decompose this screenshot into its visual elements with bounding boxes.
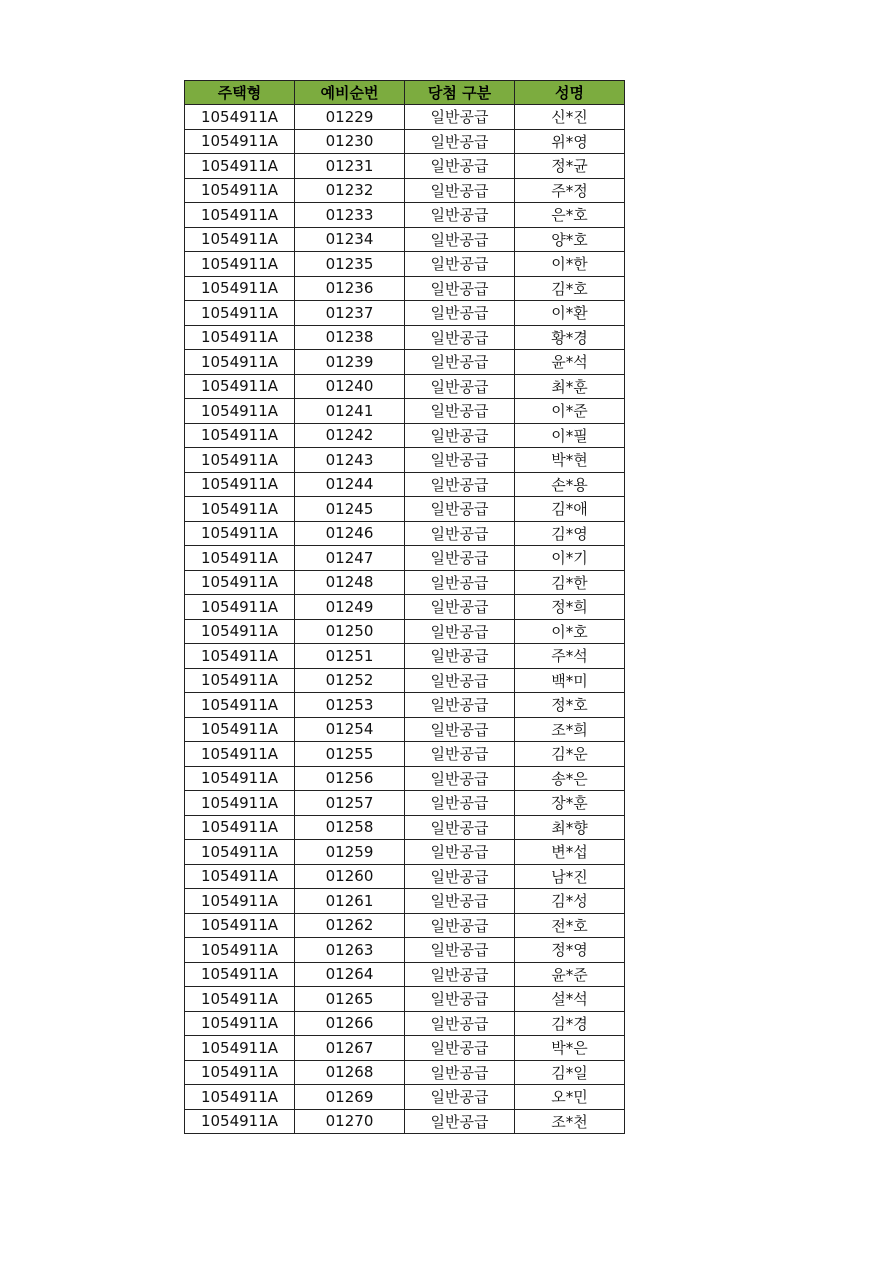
cell-reserve-number: 01256 bbox=[295, 766, 405, 791]
cell-housing-type: 1054911A bbox=[185, 1109, 295, 1134]
cell-reserve-number: 01266 bbox=[295, 1011, 405, 1036]
cell-winning-category: 일반공급 bbox=[405, 644, 515, 669]
cell-name: 오*민 bbox=[515, 1085, 625, 1110]
table-row bbox=[185, 546, 625, 571]
cell-winning-category: 일반공급 bbox=[405, 129, 515, 154]
cell-name: 주*석 bbox=[515, 644, 625, 669]
cell-reserve-number: 01243 bbox=[295, 448, 405, 473]
table-row bbox=[185, 938, 625, 963]
cell-winning-category: 일반공급 bbox=[405, 815, 515, 840]
cell-housing-type: 1054911A bbox=[185, 399, 295, 424]
table-row bbox=[185, 717, 625, 742]
cell-housing-type: 1054911A bbox=[185, 1011, 295, 1036]
table-row bbox=[185, 301, 625, 326]
cell-housing-type: 1054911A bbox=[185, 203, 295, 228]
cell-housing-type: 1054911A bbox=[185, 619, 295, 644]
cell-reserve-number: 01239 bbox=[295, 350, 405, 375]
table-row bbox=[185, 595, 625, 620]
cell-housing-type: 1054911A bbox=[185, 1060, 295, 1085]
cell-housing-type: 1054911A bbox=[185, 546, 295, 571]
cell-reserve-number: 01255 bbox=[295, 742, 405, 767]
cell-housing-type: 1054911A bbox=[185, 742, 295, 767]
cell-housing-type: 1054911A bbox=[185, 276, 295, 301]
cell-winning-category: 일반공급 bbox=[405, 987, 515, 1012]
table-body bbox=[185, 105, 625, 1134]
table-row bbox=[185, 448, 625, 473]
cell-name: 이*필 bbox=[515, 423, 625, 448]
table-row bbox=[185, 644, 625, 669]
cell-reserve-number: 01267 bbox=[295, 1036, 405, 1061]
cell-reserve-number: 01252 bbox=[295, 668, 405, 693]
cell-winning-category: 일반공급 bbox=[405, 105, 515, 130]
cell-housing-type: 1054911A bbox=[185, 644, 295, 669]
table-row bbox=[185, 693, 625, 718]
cell-winning-category: 일반공급 bbox=[405, 154, 515, 179]
cell-name: 조*희 bbox=[515, 717, 625, 742]
cell-reserve-number: 01237 bbox=[295, 301, 405, 326]
cell-winning-category: 일반공급 bbox=[405, 913, 515, 938]
cell-reserve-number: 01258 bbox=[295, 815, 405, 840]
table-row bbox=[185, 913, 625, 938]
cell-name: 장*훈 bbox=[515, 791, 625, 816]
cell-name: 박*현 bbox=[515, 448, 625, 473]
table-row bbox=[185, 154, 625, 179]
cell-name: 조*천 bbox=[515, 1109, 625, 1134]
cell-winning-category: 일반공급 bbox=[405, 570, 515, 595]
cell-winning-category: 일반공급 bbox=[405, 889, 515, 914]
cell-housing-type: 1054911A bbox=[185, 105, 295, 130]
reserve-winners-table bbox=[184, 80, 625, 1134]
table-row bbox=[185, 766, 625, 791]
table-row bbox=[185, 227, 625, 252]
cell-winning-category: 일반공급 bbox=[405, 350, 515, 375]
table-row bbox=[185, 987, 625, 1012]
cell-winning-category: 일반공급 bbox=[405, 423, 515, 448]
header-winning-category: 당첨 구분 bbox=[405, 81, 515, 105]
table-header-row bbox=[185, 81, 625, 105]
cell-reserve-number: 01236 bbox=[295, 276, 405, 301]
cell-winning-category: 일반공급 bbox=[405, 497, 515, 522]
cell-housing-type: 1054911A bbox=[185, 668, 295, 693]
cell-name: 김*성 bbox=[515, 889, 625, 914]
cell-name: 정*희 bbox=[515, 595, 625, 620]
cell-reserve-number: 01241 bbox=[295, 399, 405, 424]
cell-housing-type: 1054911A bbox=[185, 448, 295, 473]
cell-reserve-number: 01248 bbox=[295, 570, 405, 595]
cell-reserve-number: 01253 bbox=[295, 693, 405, 718]
table-row bbox=[185, 742, 625, 767]
table-row bbox=[185, 1109, 625, 1134]
cell-winning-category: 일반공급 bbox=[405, 1060, 515, 1085]
table-row bbox=[185, 252, 625, 277]
reserve-winners-sheet bbox=[184, 80, 625, 1134]
table-row bbox=[185, 570, 625, 595]
cell-reserve-number: 01264 bbox=[295, 962, 405, 987]
table-row bbox=[185, 350, 625, 375]
cell-winning-category: 일반공급 bbox=[405, 595, 515, 620]
cell-name: 위*영 bbox=[515, 129, 625, 154]
cell-housing-type: 1054911A bbox=[185, 962, 295, 987]
cell-name: 백*미 bbox=[515, 668, 625, 693]
cell-reserve-number: 01232 bbox=[295, 178, 405, 203]
cell-housing-type: 1054911A bbox=[185, 693, 295, 718]
cell-winning-category: 일반공급 bbox=[405, 252, 515, 277]
cell-housing-type: 1054911A bbox=[185, 815, 295, 840]
cell-name: 이*한 bbox=[515, 252, 625, 277]
cell-reserve-number: 01263 bbox=[295, 938, 405, 963]
cell-name: 김*경 bbox=[515, 1011, 625, 1036]
table-row bbox=[185, 472, 625, 497]
cell-name: 신*진 bbox=[515, 105, 625, 130]
cell-housing-type: 1054911A bbox=[185, 252, 295, 277]
cell-winning-category: 일반공급 bbox=[405, 301, 515, 326]
cell-winning-category: 일반공급 bbox=[405, 717, 515, 742]
cell-reserve-number: 01257 bbox=[295, 791, 405, 816]
cell-housing-type: 1054911A bbox=[185, 570, 295, 595]
cell-housing-type: 1054911A bbox=[185, 374, 295, 399]
cell-reserve-number: 01262 bbox=[295, 913, 405, 938]
header-reserve-number: 예비순번 bbox=[295, 81, 405, 105]
table-row bbox=[185, 815, 625, 840]
cell-name: 이*환 bbox=[515, 301, 625, 326]
cell-name: 윤*석 bbox=[515, 350, 625, 375]
cell-housing-type: 1054911A bbox=[185, 350, 295, 375]
cell-reserve-number: 01244 bbox=[295, 472, 405, 497]
cell-housing-type: 1054911A bbox=[185, 1036, 295, 1061]
table-row bbox=[185, 203, 625, 228]
table-row bbox=[185, 1060, 625, 1085]
cell-winning-category: 일반공급 bbox=[405, 1036, 515, 1061]
cell-reserve-number: 01259 bbox=[295, 840, 405, 865]
cell-winning-category: 일반공급 bbox=[405, 1011, 515, 1036]
header-housing-type: 주택형 bbox=[185, 81, 295, 105]
cell-name: 최*향 bbox=[515, 815, 625, 840]
cell-reserve-number: 01265 bbox=[295, 987, 405, 1012]
table-row bbox=[185, 791, 625, 816]
cell-name: 정*균 bbox=[515, 154, 625, 179]
cell-name: 박*은 bbox=[515, 1036, 625, 1061]
cell-housing-type: 1054911A bbox=[185, 178, 295, 203]
cell-winning-category: 일반공급 bbox=[405, 619, 515, 644]
cell-winning-category: 일반공급 bbox=[405, 448, 515, 473]
cell-name: 김*일 bbox=[515, 1060, 625, 1085]
cell-reserve-number: 01231 bbox=[295, 154, 405, 179]
table-row bbox=[185, 276, 625, 301]
table-row bbox=[185, 1085, 625, 1110]
cell-winning-category: 일반공급 bbox=[405, 276, 515, 301]
cell-housing-type: 1054911A bbox=[185, 472, 295, 497]
cell-housing-type: 1054911A bbox=[185, 497, 295, 522]
cell-name: 송*은 bbox=[515, 766, 625, 791]
cell-name: 이*기 bbox=[515, 546, 625, 571]
cell-name: 주*정 bbox=[515, 178, 625, 203]
cell-winning-category: 일반공급 bbox=[405, 521, 515, 546]
cell-housing-type: 1054911A bbox=[185, 227, 295, 252]
cell-name: 김*운 bbox=[515, 742, 625, 767]
cell-reserve-number: 01249 bbox=[295, 595, 405, 620]
table-row bbox=[185, 374, 625, 399]
cell-housing-type: 1054911A bbox=[185, 791, 295, 816]
cell-reserve-number: 01247 bbox=[295, 546, 405, 571]
cell-name: 손*용 bbox=[515, 472, 625, 497]
cell-winning-category: 일반공급 bbox=[405, 864, 515, 889]
cell-winning-category: 일반공급 bbox=[405, 962, 515, 987]
cell-name: 이*호 bbox=[515, 619, 625, 644]
table-row bbox=[185, 619, 625, 644]
header-name: 성명 bbox=[515, 81, 625, 105]
table-row bbox=[185, 325, 625, 350]
cell-housing-type: 1054911A bbox=[185, 938, 295, 963]
cell-name: 정*호 bbox=[515, 693, 625, 718]
cell-winning-category: 일반공급 bbox=[405, 840, 515, 865]
cell-winning-category: 일반공급 bbox=[405, 766, 515, 791]
cell-reserve-number: 01235 bbox=[295, 252, 405, 277]
table-row bbox=[185, 399, 625, 424]
cell-name: 김*한 bbox=[515, 570, 625, 595]
cell-reserve-number: 01269 bbox=[295, 1085, 405, 1110]
cell-housing-type: 1054911A bbox=[185, 987, 295, 1012]
cell-name: 김*호 bbox=[515, 276, 625, 301]
cell-winning-category: 일반공급 bbox=[405, 693, 515, 718]
cell-reserve-number: 01250 bbox=[295, 619, 405, 644]
cell-winning-category: 일반공급 bbox=[405, 178, 515, 203]
table-row bbox=[185, 521, 625, 546]
cell-housing-type: 1054911A bbox=[185, 301, 295, 326]
table-row bbox=[185, 668, 625, 693]
cell-reserve-number: 01229 bbox=[295, 105, 405, 130]
cell-housing-type: 1054911A bbox=[185, 717, 295, 742]
cell-reserve-number: 01246 bbox=[295, 521, 405, 546]
cell-winning-category: 일반공급 bbox=[405, 472, 515, 497]
table-row bbox=[185, 129, 625, 154]
cell-name: 남*진 bbox=[515, 864, 625, 889]
cell-name: 김*영 bbox=[515, 521, 625, 546]
cell-name: 김*애 bbox=[515, 497, 625, 522]
cell-name: 황*경 bbox=[515, 325, 625, 350]
table-row bbox=[185, 840, 625, 865]
cell-winning-category: 일반공급 bbox=[405, 1085, 515, 1110]
cell-housing-type: 1054911A bbox=[185, 521, 295, 546]
cell-name: 양*호 bbox=[515, 227, 625, 252]
cell-housing-type: 1054911A bbox=[185, 325, 295, 350]
cell-reserve-number: 01260 bbox=[295, 864, 405, 889]
cell-name: 윤*준 bbox=[515, 962, 625, 987]
cell-winning-category: 일반공급 bbox=[405, 399, 515, 424]
table-row bbox=[185, 864, 625, 889]
cell-housing-type: 1054911A bbox=[185, 129, 295, 154]
table-row bbox=[185, 105, 625, 130]
table-row bbox=[185, 423, 625, 448]
cell-winning-category: 일반공급 bbox=[405, 742, 515, 767]
cell-reserve-number: 01270 bbox=[295, 1109, 405, 1134]
cell-name: 전*호 bbox=[515, 913, 625, 938]
cell-winning-category: 일반공급 bbox=[405, 791, 515, 816]
cell-winning-category: 일반공급 bbox=[405, 938, 515, 963]
cell-name: 설*석 bbox=[515, 987, 625, 1012]
cell-winning-category: 일반공급 bbox=[405, 227, 515, 252]
cell-name: 은*호 bbox=[515, 203, 625, 228]
cell-housing-type: 1054911A bbox=[185, 913, 295, 938]
table-row bbox=[185, 1011, 625, 1036]
cell-reserve-number: 01242 bbox=[295, 423, 405, 448]
cell-name: 변*섭 bbox=[515, 840, 625, 865]
cell-housing-type: 1054911A bbox=[185, 840, 295, 865]
cell-reserve-number: 01254 bbox=[295, 717, 405, 742]
table-row bbox=[185, 178, 625, 203]
cell-housing-type: 1054911A bbox=[185, 864, 295, 889]
table-row bbox=[185, 1036, 625, 1061]
cell-name: 최*훈 bbox=[515, 374, 625, 399]
cell-winning-category: 일반공급 bbox=[405, 668, 515, 693]
cell-winning-category: 일반공급 bbox=[405, 325, 515, 350]
cell-housing-type: 1054911A bbox=[185, 889, 295, 914]
cell-housing-type: 1054911A bbox=[185, 1085, 295, 1110]
cell-reserve-number: 01238 bbox=[295, 325, 405, 350]
cell-winning-category: 일반공급 bbox=[405, 1109, 515, 1134]
table-row bbox=[185, 889, 625, 914]
cell-housing-type: 1054911A bbox=[185, 154, 295, 179]
cell-reserve-number: 01234 bbox=[295, 227, 405, 252]
cell-housing-type: 1054911A bbox=[185, 595, 295, 620]
cell-reserve-number: 01230 bbox=[295, 129, 405, 154]
cell-winning-category: 일반공급 bbox=[405, 203, 515, 228]
cell-reserve-number: 01261 bbox=[295, 889, 405, 914]
cell-name: 정*영 bbox=[515, 938, 625, 963]
table-row bbox=[185, 497, 625, 522]
cell-name: 이*준 bbox=[515, 399, 625, 424]
cell-reserve-number: 01268 bbox=[295, 1060, 405, 1085]
cell-reserve-number: 01251 bbox=[295, 644, 405, 669]
cell-winning-category: 일반공급 bbox=[405, 374, 515, 399]
table-row bbox=[185, 962, 625, 987]
cell-reserve-number: 01240 bbox=[295, 374, 405, 399]
cell-housing-type: 1054911A bbox=[185, 423, 295, 448]
cell-housing-type: 1054911A bbox=[185, 766, 295, 791]
cell-reserve-number: 01245 bbox=[295, 497, 405, 522]
cell-reserve-number: 01233 bbox=[295, 203, 405, 228]
cell-winning-category: 일반공급 bbox=[405, 546, 515, 571]
